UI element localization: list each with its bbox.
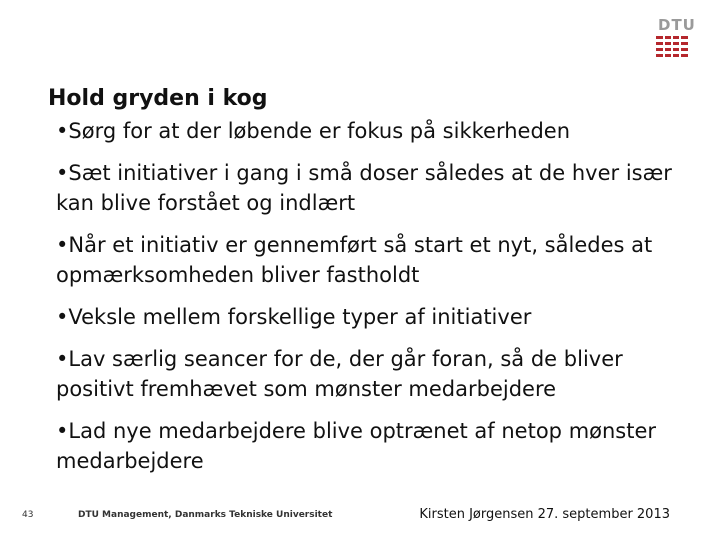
bullet-dot: • xyxy=(56,233,69,257)
bullet-item xyxy=(56,230,686,290)
bullet-text: Veksle mellem forskellige typer af initiativer xyxy=(68,305,532,329)
bullet-dot: • xyxy=(56,161,69,185)
bullet-item xyxy=(56,344,686,404)
bullet-text: Lav særlig seancer for de, der går foran, så de bliver positivt fremhævet som mønster medarbejdere xyxy=(56,347,623,401)
dtu-logo xyxy=(654,16,696,68)
logo-text: DTU xyxy=(658,16,696,34)
bullet-text: Sørg for at der løbende er fokus på sikkerheden xyxy=(68,119,571,143)
bullet-text: Lad nye medarbejdere blive optrænet af netop mønster medarbejdere xyxy=(56,419,657,473)
bullet-dot: • xyxy=(56,119,69,143)
bullet-item xyxy=(56,158,686,218)
footer-author-date: Kirsten Jørgensen 27. september 2013 xyxy=(419,507,670,522)
page-number: 43 xyxy=(22,510,34,520)
dtu-logo-icon xyxy=(654,36,690,62)
bullet-item xyxy=(56,116,686,146)
bullet-dot: • xyxy=(56,305,69,329)
bullet-dot: • xyxy=(56,347,69,371)
slide-title: Hold gryden i kog xyxy=(48,86,268,111)
bullet-item xyxy=(56,302,686,332)
footer-department: DTU Management, Danmarks Tekniske Universitet xyxy=(78,510,333,520)
bullet-list xyxy=(56,116,686,476)
bullet-dot: • xyxy=(56,419,69,443)
bullet-item xyxy=(56,416,686,476)
bullet-text: Når et initiativ er gennemført så start et nyt, således at opmærksomheden bliver fastholdt xyxy=(56,233,653,287)
bullet-text: Sæt initiativer i gang i små doser således at de hver især kan blive forstået og indlært xyxy=(56,161,672,215)
